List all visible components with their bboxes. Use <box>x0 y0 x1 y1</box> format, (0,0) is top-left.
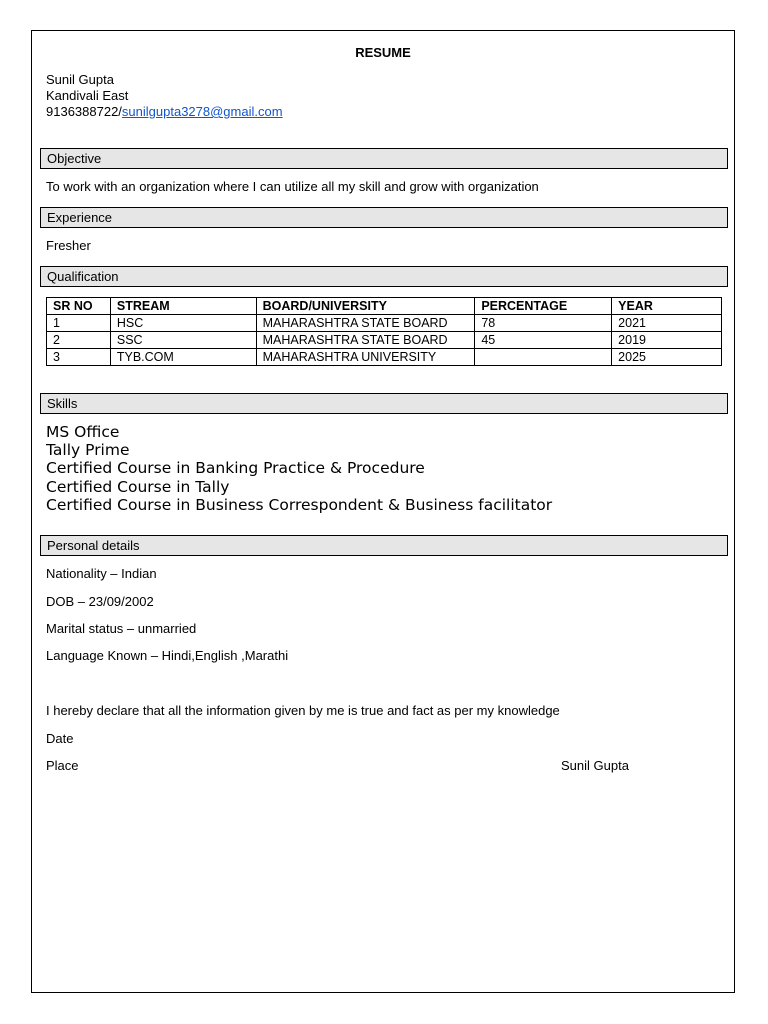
skill-item: Certified Course in Banking Practice & Procedure <box>46 459 425 477</box>
resume-page <box>31 30 735 993</box>
table-cell <box>475 349 612 366</box>
personal-details-heading: Personal details <box>40 535 728 556</box>
column-header: PERCENTAGE <box>475 298 612 315</box>
table-cell: 3 <box>47 349 111 366</box>
marital-status-text: Marital status – unmarried <box>46 621 197 636</box>
contact-phone: 9136388722/ <box>46 104 122 119</box>
objective-text: To work with an organization where I can utilize all my skill and grow with organization <box>46 179 539 194</box>
table-cell: TYB.COM <box>110 349 256 366</box>
table-cell: 45 <box>475 332 612 349</box>
qualification-table <box>46 297 722 366</box>
table-row <box>47 315 722 332</box>
page-title: RESUME <box>355 45 411 60</box>
column-header: YEAR <box>612 298 722 315</box>
skill-item: Certified Course in Tally <box>46 478 230 496</box>
table-cell: MAHARASHTRA STATE BOARD <box>256 315 475 332</box>
qualification-heading: Qualification <box>40 266 728 287</box>
date-label: Date <box>46 731 74 746</box>
skills-heading: Skills <box>40 393 728 414</box>
table-row <box>47 332 722 349</box>
declaration-text: I hereby declare that all the information given by me is true and fact as per my knowledge <box>46 703 560 718</box>
table-cell: 2 <box>47 332 111 349</box>
skill-item: Certified Course in Business Correspondent & Business facilitator <box>46 496 553 514</box>
table-cell: 2019 <box>612 332 722 349</box>
table-cell: MAHARASHTRA STATE BOARD <box>256 332 475 349</box>
place-label: Place <box>46 758 79 773</box>
table-row <box>47 349 722 366</box>
skill-item: MS Office <box>46 423 120 441</box>
experience-heading: Experience <box>40 207 728 228</box>
contact-name: Sunil Gupta <box>46 72 114 87</box>
languages-text: Language Known – Hindi,English ,Marathi <box>46 648 289 663</box>
skill-item: Tally Prime <box>46 441 130 459</box>
contact-address: Kandivali East <box>46 88 129 103</box>
dob-text: DOB – 23/09/2002 <box>46 594 154 609</box>
column-header: SR NO <box>47 298 111 315</box>
nationality-text: Nationality – Indian <box>46 566 157 581</box>
objective-heading: Objective <box>40 148 728 169</box>
table-cell: MAHARASHTRA UNIVERSITY <box>256 349 475 366</box>
table-cell: SSC <box>110 332 256 349</box>
table-cell: 1 <box>47 315 111 332</box>
table-cell: 2025 <box>612 349 722 366</box>
column-header: STREAM <box>110 298 256 315</box>
column-header: BOARD/UNIVERSITY <box>256 298 475 315</box>
contact-email-link[interactable]: sunilgupta3278@gmail.com <box>121 104 283 119</box>
contact-line <box>46 104 283 120</box>
signature-name: Sunil Gupta <box>561 758 629 773</box>
table-cell: HSC <box>110 315 256 332</box>
experience-text: Fresher <box>46 238 91 253</box>
table-cell: 78 <box>475 315 612 332</box>
table-cell: 2021 <box>612 315 722 332</box>
table-header-row <box>47 298 722 315</box>
